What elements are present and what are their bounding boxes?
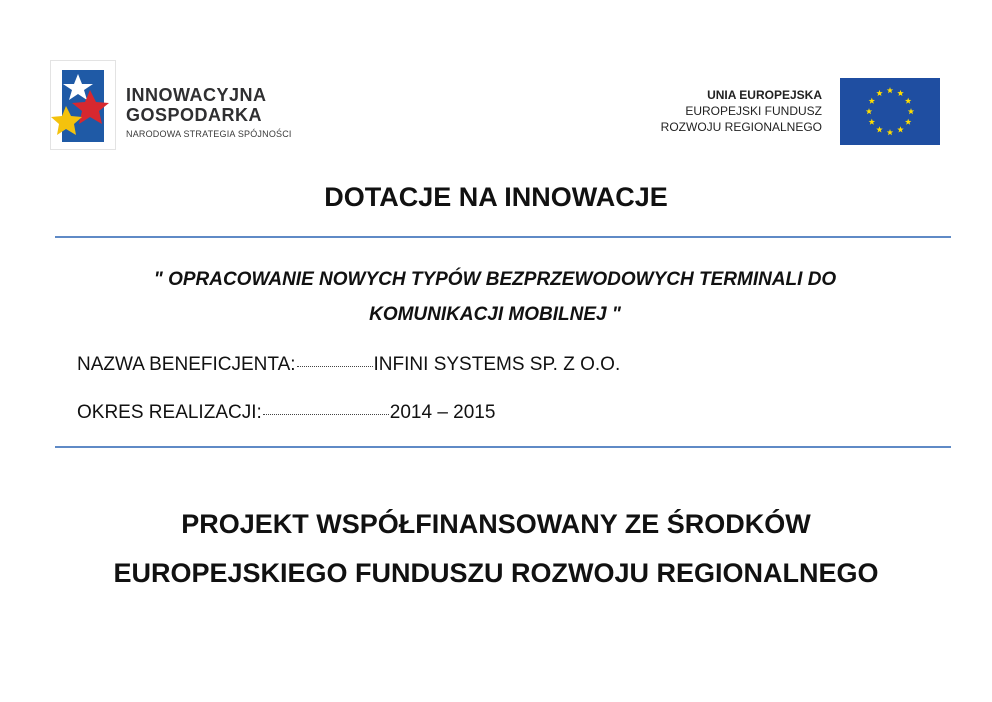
page-title: DOTACJE NA INNOWACJE [324,182,668,212]
divider-top [55,236,951,238]
eu-logo [640,78,940,148]
logo-right-line1: UNIA EUROPEJSKA [707,88,822,102]
cofinancing-line2: EUROPEJSKIEGO FUNDUSZU ROZWOJU REGIONALNEGO [113,558,879,588]
eu-flag-icon [840,78,940,145]
cofinancing-line1: PROJEKT WSPÓŁFINANSOWANY ZE ŚRODKÓW [181,509,811,539]
logo-right-line2: EUROPEJSKI FUNDUSZ [685,104,822,118]
logo-right-line3: ROZWOJU REGIONALNEGO [660,120,822,134]
logo-left-line1: INNOWACYJNA [126,85,267,105]
project-title-line1: " OPRACOWANIE NOWYCH TYPÓW BEZPRZEWODOWYCH TERMINALI DO [153,269,837,290]
period-label: OKRES REALIZACJI: [77,402,262,423]
project-title [80,262,910,332]
divider-bottom [55,446,951,448]
logo-left-line2: GOSPODARKA [126,105,263,125]
period-value: 2014 – 2015 [389,402,496,423]
cofinancing-statement [0,500,992,598]
dotted-leader [297,365,373,367]
period-row [77,402,495,424]
logo-left-line3: NARODOWA STRATEGIA SPÓJNOŚCI [126,129,292,139]
innowacyjna-gospodarka-logo [50,60,312,150]
beneficiary-value: INFINI SYSTEMS SP. Z O.O. [373,354,621,375]
beneficiary-row [77,354,620,376]
dotted-leader [263,413,389,415]
project-title-line2: KOMUNIKACJI MOBILNEJ " [369,304,621,325]
innowacyjna-gospodarka-emblem-icon [50,60,116,150]
beneficiary-label: NAZWA BENEFICJENTA: [77,354,296,375]
